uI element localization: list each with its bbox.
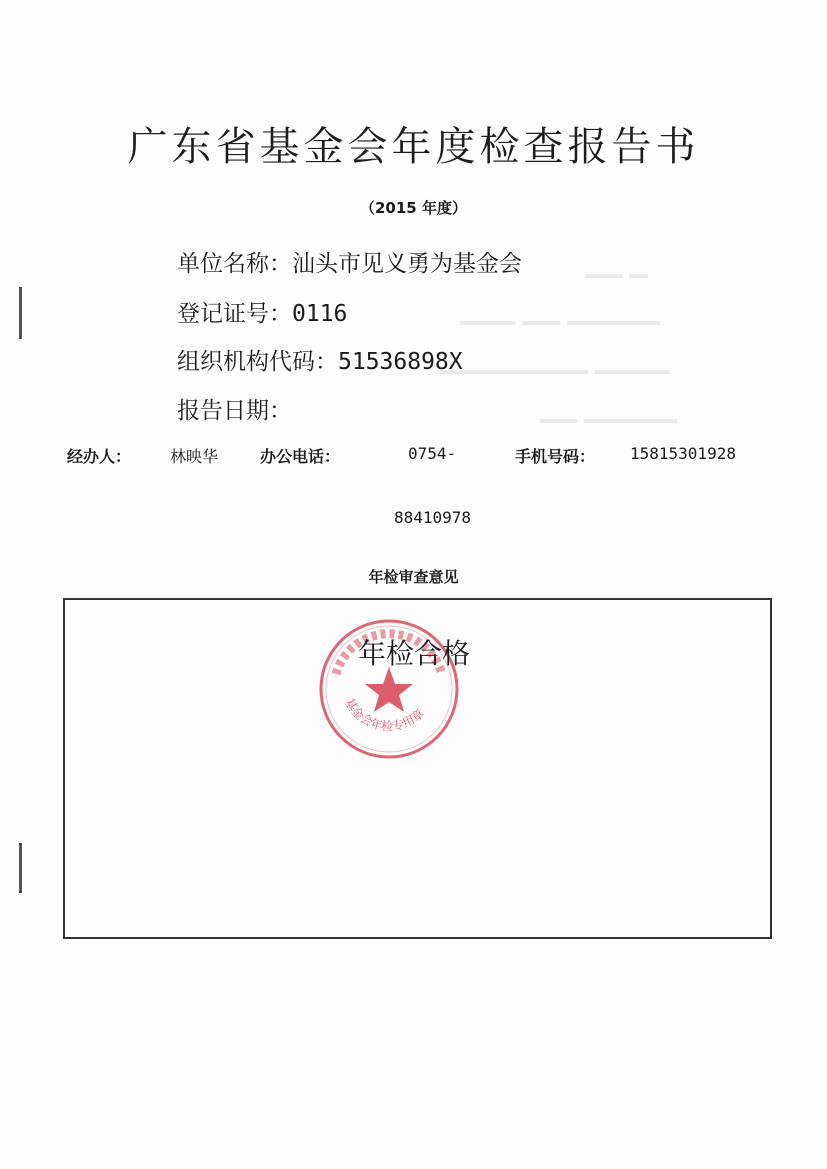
registration-value: 0116 — [292, 301, 348, 327]
unit-name-label: 单位名称： — [177, 251, 292, 277]
opinion-heading: 年检审查意见 — [368, 568, 459, 586]
binding-mark-top — [19, 287, 22, 339]
report-year: （2015 年度） — [360, 199, 467, 217]
unit-name-value: 汕头市见义勇为基金会 — [292, 251, 522, 277]
binding-mark-bottom — [19, 843, 22, 893]
office-phone-value-line1: 0754- — [408, 444, 457, 463]
mobile-value: 15815301928 — [630, 444, 736, 463]
office-phone-label: 办公电话： — [260, 447, 341, 466]
bleed-through-3: ▁▁▁▁▁▁▁▁ ▁▁▁▁ — [440, 346, 670, 374]
document-title: 广东省基金会年度检查报告书 — [127, 123, 700, 170]
bleed-through-4: ▁▁ ▁▁▁▁▁ — [540, 395, 677, 423]
office-phone-value-line2: 88410978 — [394, 508, 472, 527]
star-icon — [365, 667, 413, 712]
registration-label: 登记证号： — [177, 301, 292, 327]
mobile-label: 手机号码： — [515, 447, 596, 466]
report-date-label: 报告日期： — [177, 398, 292, 424]
org-code-row — [177, 343, 463, 376]
handler-label: 经办人： — [67, 447, 132, 466]
report-date-row — [177, 392, 292, 425]
org-code-value: 51536898X — [338, 349, 463, 375]
org-code-label: 组织机构代码： — [177, 349, 338, 375]
bleed-through-2: ▁▁▁ ▁▁ ▁▁▁▁▁ — [460, 297, 660, 325]
opinion-result: 年检合格 — [358, 637, 471, 670]
registration-row — [177, 295, 347, 328]
bleed-through-1: ▁▁ ▁ — [585, 250, 648, 278]
seal-text: 基金会年检专用章 — [341, 695, 427, 734]
unit-name-row — [177, 245, 522, 278]
handler-value: 林映华 — [170, 447, 219, 466]
